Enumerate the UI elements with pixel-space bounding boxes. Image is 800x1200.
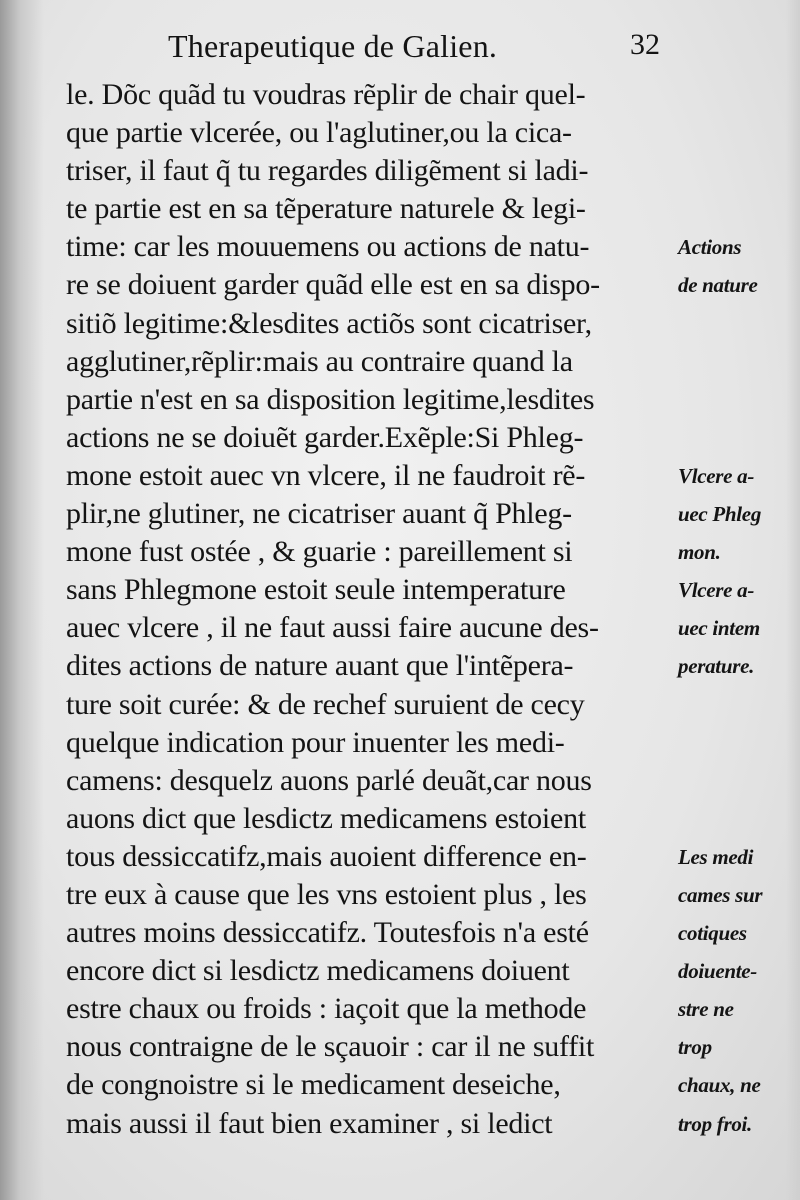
margin-note: Vlcere a- — [678, 578, 755, 603]
page-header — [168, 28, 688, 70]
margin-notes — [678, 76, 798, 1143]
text-line: auec vlcere , il ne faut aussi faire aucune des- — [66, 611, 599, 645]
margin-note — [678, 724, 798, 762]
margin-note — [678, 114, 798, 152]
margin-note: stre ne — [678, 997, 734, 1022]
running-title: Therapeutique de Galien. — [168, 28, 498, 64]
margin-note — [678, 190, 798, 228]
text-line: mone estoit auec vn vlcere, il ne faudroit rẽ- — [66, 458, 586, 492]
margin-note — [678, 762, 798, 800]
text-line: estre chaux ou froids : iaçoit que la methode — [66, 992, 587, 1026]
margin-note: de nature — [678, 273, 758, 298]
text-line: dites actions de nature auant que l'intẽpera- — [66, 649, 574, 683]
margin-note — [678, 305, 798, 343]
text-line: encore dict si lesdictz medicamens doiuent — [66, 954, 570, 988]
text-line: tous dessiccatifz,mais auoient difference en- — [66, 839, 587, 873]
margin-note — [678, 381, 798, 419]
margin-note: doiuente- — [678, 959, 757, 984]
margin-note: perature. — [678, 654, 755, 679]
text-line: autres moins dessiccatifz. Toutesfois n'a esté — [66, 916, 589, 950]
margin-note — [678, 76, 798, 114]
text-line: time: car les mouuemens ou actions de natu- — [66, 230, 590, 264]
text-line: le. Dõc quãd tu voudras rẽplir de chair quel- — [66, 78, 586, 111]
margin-note — [678, 343, 798, 381]
margin-note: Vlcere a- — [678, 463, 755, 488]
page-number: 32 — [630, 28, 660, 61]
text-line: tre eux à cause que les vns estoient plus , les — [66, 877, 587, 911]
gutter-shadow — [0, 0, 44, 1200]
text-line: plir,ne glutiner, ne cicatriser auant q̃ Phleg- — [66, 497, 572, 531]
margin-note: uec intem — [678, 616, 760, 641]
text-line: agglutiner,rẽplir:mais au contraire quand la — [66, 344, 573, 378]
text-line: nous contraigne de le sçauoir : car il ne suffit — [66, 1030, 595, 1064]
margin-note: chaux, ne — [678, 1073, 761, 1098]
text-line: sitiõ legitime:&lesdites actiõs sont cicatriser, — [66, 306, 592, 340]
text-line: camens: desquelz auons parlé deuãt,car nous — [66, 763, 592, 797]
margin-note: Les medi — [678, 844, 754, 869]
text-line: mone fust ostée , & guarie : pareillement si — [66, 535, 573, 569]
text-line: quelque indication pour inuenter les medi- — [66, 725, 565, 759]
text-line: mais aussi il faut bien examiner , si ledict — [66, 1106, 553, 1140]
margin-note: cotiques — [678, 921, 747, 946]
margin-note: Actions — [678, 235, 742, 260]
text-line: sans Phlegmone estoit seule intemperature — [66, 573, 566, 607]
margin-note — [678, 800, 798, 838]
text-line: te partie est en sa tẽperature naturele & legi- — [66, 192, 586, 226]
text-line: de congnoistre si le medicament deseiche, — [66, 1068, 561, 1102]
margin-note — [678, 686, 798, 724]
text-line: actions ne se doiuẽt garder.Exẽple:Si Phleg- — [66, 420, 584, 454]
margin-note: trop froi. — [678, 1111, 753, 1136]
text-line: partie n'est en sa disposition legitime,lesdites — [66, 382, 595, 416]
margin-note — [678, 152, 798, 190]
text-line: ture soit curée: & de rechef suruient de cecy — [66, 687, 585, 721]
text-line: triser, il faut q̃ tu regardes diligẽment si ladi- — [66, 154, 589, 188]
margin-note: trop — [678, 1035, 712, 1060]
text-line: auons dict que lesdictz medicamens estoient — [66, 801, 586, 835]
margin-note: cames sur — [678, 882, 763, 907]
margin-note: uec Phleg — [678, 502, 762, 527]
text-line: que partie vlcerée, ou l'aglutiner,ou la cica- — [66, 116, 572, 150]
body-text — [66, 76, 676, 1143]
margin-note — [678, 419, 798, 457]
margin-note: mon. — [678, 540, 721, 565]
text-line: re se doiuent garder quãd elle est en sa dispo- — [66, 268, 600, 302]
